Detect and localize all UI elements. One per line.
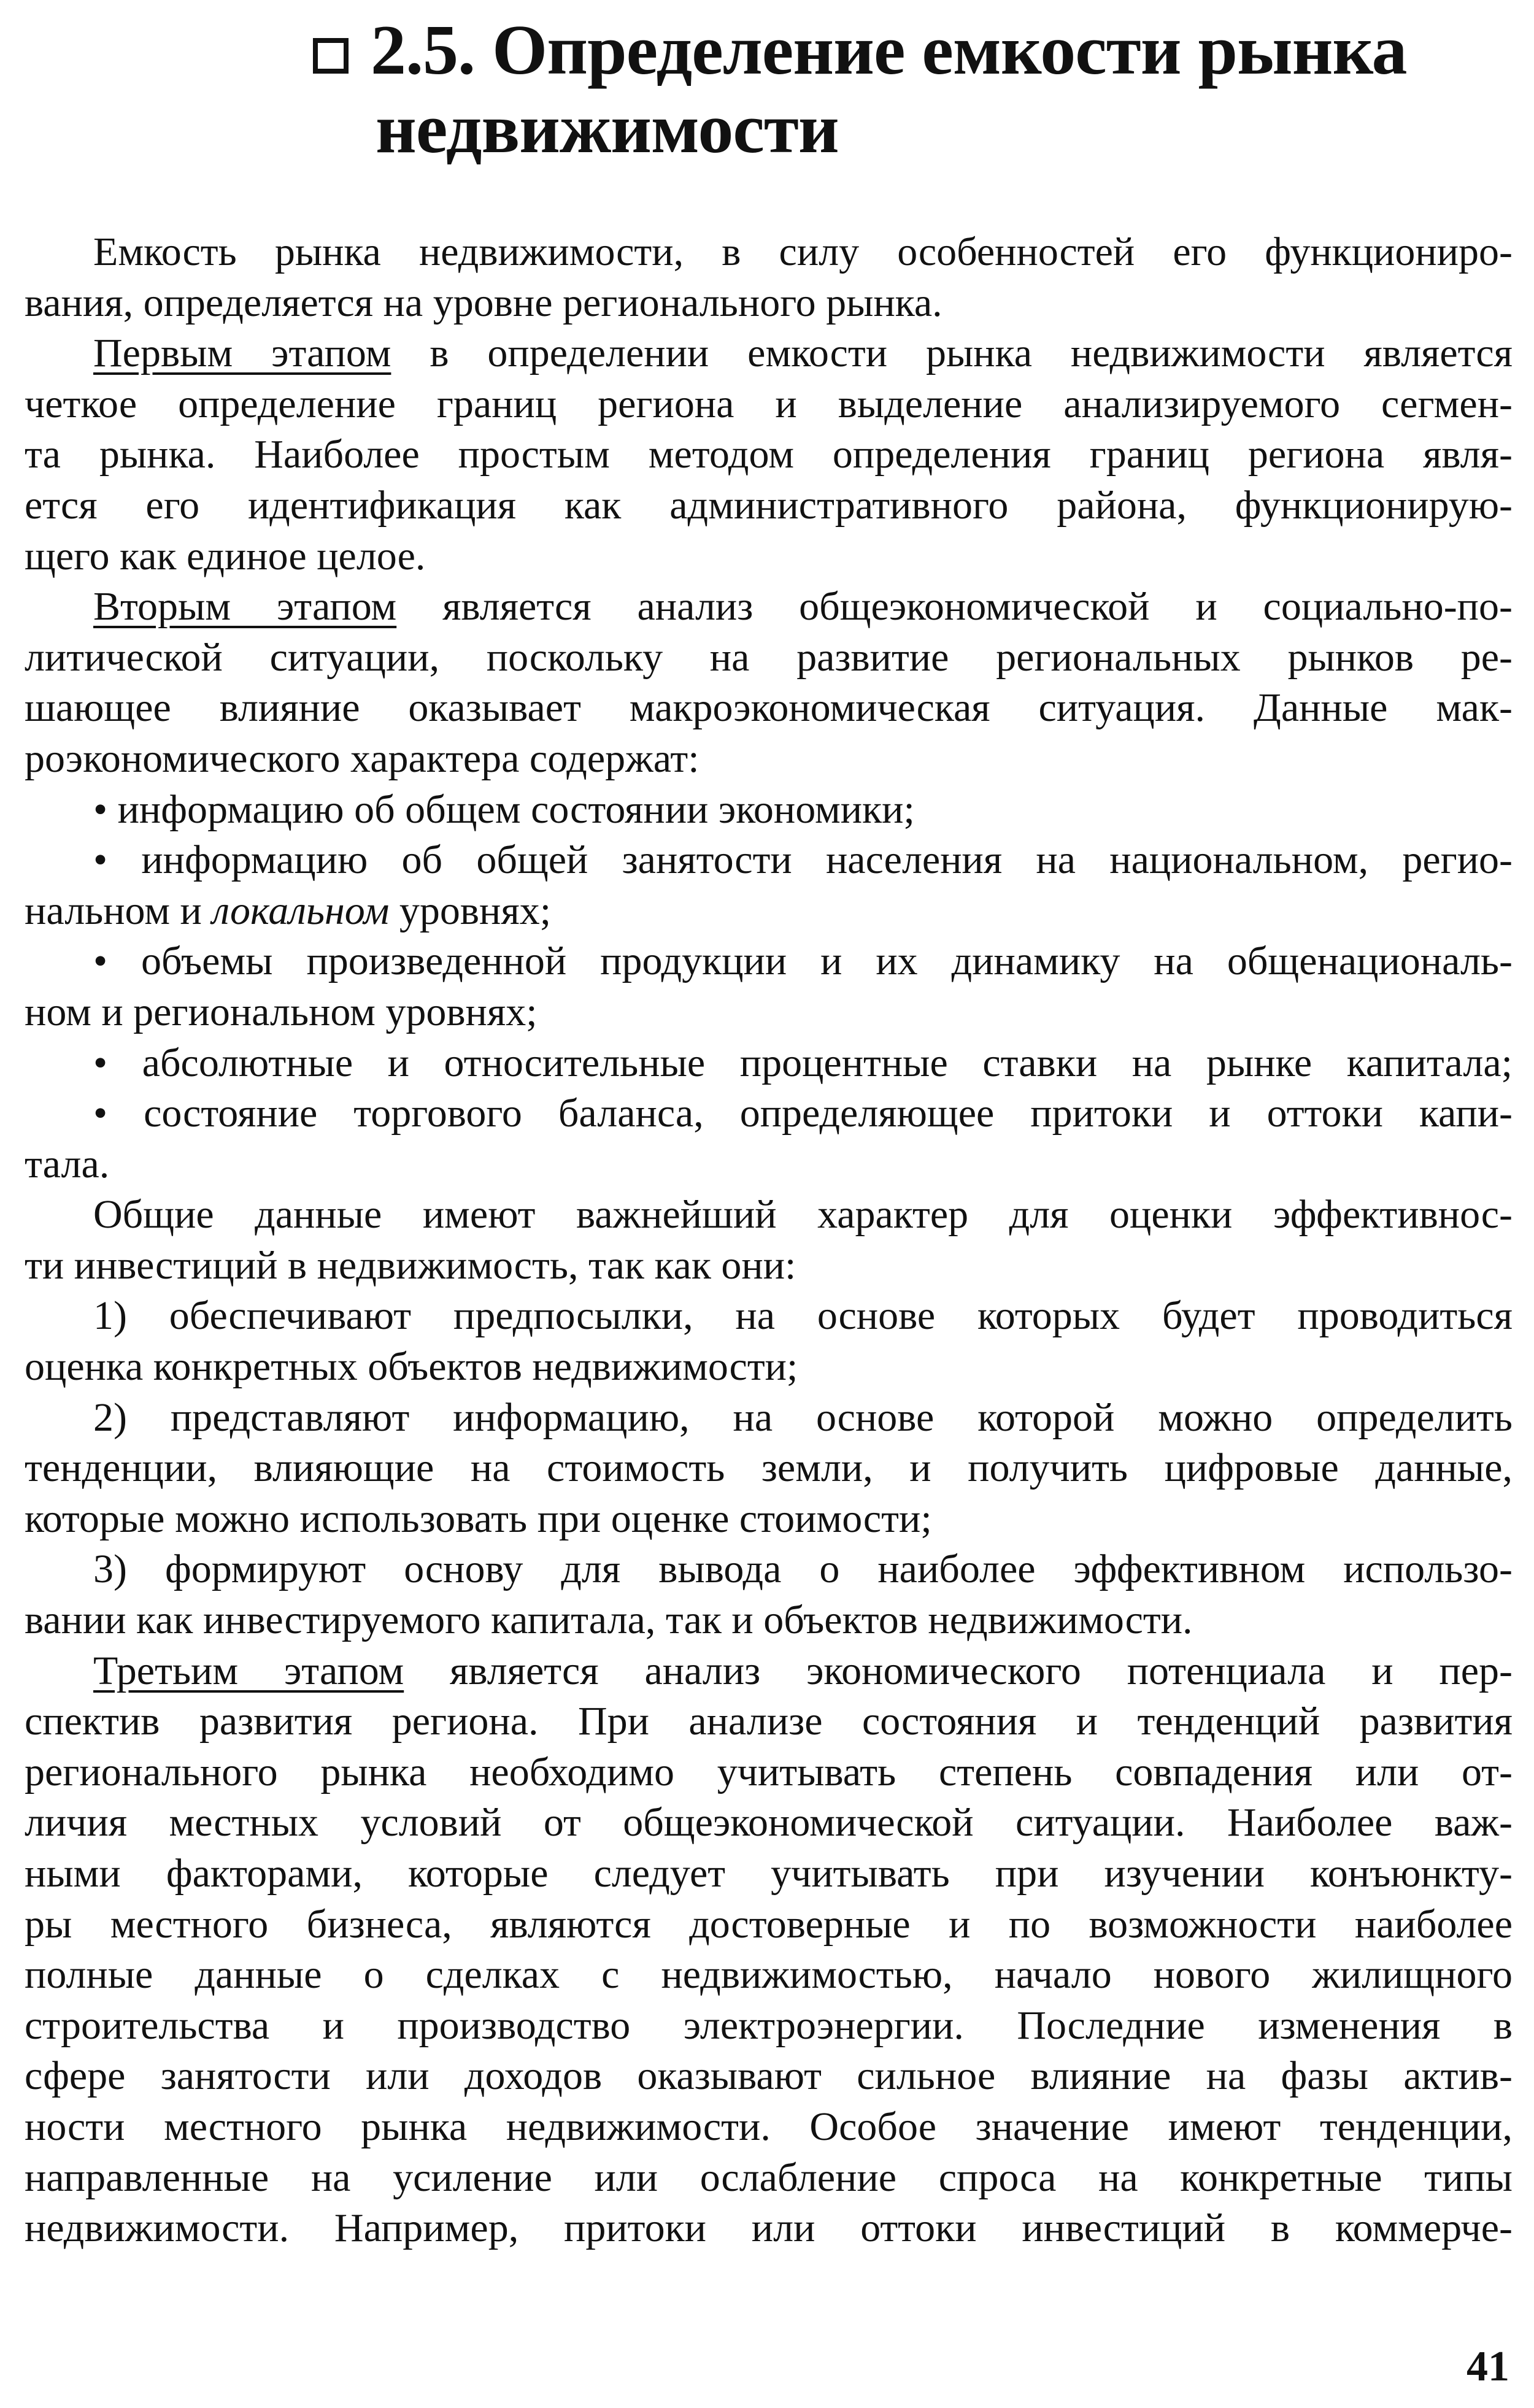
text-line: ности местного рынка недвижимости. Особое значение имеют тенденции,: [25, 2104, 1513, 2149]
text-line: недвижимости. Например, притоки или оттоки инвестиций в коммерче-: [25, 2206, 1513, 2251]
text-line: ти инвестиций в недвижимость, так как они:: [25, 1242, 796, 1288]
list-item: 2) представляют информацию, на основе которой можно определить: [93, 1394, 1513, 1440]
text-line: четкое определение границ региона и выделение анализируемого сегмен-: [25, 381, 1513, 426]
text-line: строительства и производство электроэнергии. Последние изменения в: [25, 2002, 1513, 2048]
list-item-continuation: оценка конкретных объектов недвижимости;: [25, 1344, 798, 1390]
body-text: [25, 227, 1513, 2254]
page-number: 41: [1467, 2343, 1509, 2390]
list-item: • состояние торгового баланса, определяющее притоки и оттоки капи-: [93, 1091, 1513, 1136]
paragraph-intro: [25, 227, 1513, 328]
list-item: • информацию об общем состоянии экономики;: [93, 787, 915, 832]
text-line: Емкость рынка недвижимости, в силу особенностей его функциониро-: [93, 229, 1513, 274]
list-item-continuation: тала.: [25, 1141, 110, 1187]
text-line: Вторым этапом является анализ общеэкономической и социально-по-: [93, 584, 1513, 629]
section-title-line-2: недвижимости: [376, 90, 839, 168]
text-line: роэкономического характера содержат:: [25, 736, 700, 781]
paragraph-second-stage: [25, 582, 1513, 784]
list-item: • абсолютные и относительные процентные ставки на рынке капитала;: [93, 1040, 1513, 1085]
section-heading-line-1: [313, 11, 1479, 90]
list-item-continuation: вании как инвестируемого капитала, так и объектов недвижимости.: [25, 1598, 1193, 1643]
text-line: вания, определяется на уровне регионального рынка.: [25, 280, 942, 325]
section-number: 2.5.: [371, 11, 475, 90]
text-line: та рынка. Наиболее простым методом определения границ региона явля-: [25, 432, 1513, 477]
text-line: ется его идентификация как административного района, функционирую-: [25, 482, 1513, 528]
text-line: ными факторами, которые следует учитывать при изучении конъюнкту-: [25, 1851, 1513, 1896]
bullet-list: [25, 785, 1513, 1190]
list-item-continuation: ном и региональном уровнях;: [25, 989, 538, 1034]
text-line: ры местного бизнеса, являются достоверные и по возможности наиболее: [25, 1901, 1513, 1947]
list-item-continuation: тенденции, влияющие на стоимость земли, и получить цифровые данные,: [25, 1445, 1513, 1491]
text-line: личия местных условий от общеэкономической ситуации. Наиболее важ-: [25, 1800, 1513, 1845]
section-heading: [313, 11, 1479, 168]
list-item: 3) формируют основу для вывода о наиболее эффективном использо-: [93, 1547, 1513, 1592]
text-line: полные данные о сделках с недвижимостью, начало нового жилищного: [25, 1952, 1513, 1998]
text-line: спектив развития региона. При анализе состояния и тенденций развития: [25, 1699, 1513, 1744]
stage-label-third: Третьим этапом: [93, 1648, 404, 1693]
text-line: сфере занятости или доходов оказывают сильное влияние на фазы актив-: [25, 2053, 1513, 2099]
paragraph-third-stage: [25, 1646, 1513, 2254]
section-title-line-1: Определение емкости рынка: [492, 11, 1407, 90]
text-line: литической ситуации, поскольку на развитие региональных рынков ре-: [25, 634, 1513, 680]
section-marker-box-icon: [313, 38, 349, 74]
text-line: Первым этапом в определении емкости рынка недвижимости является: [93, 331, 1513, 376]
list-item-continuation: которые можно использовать при оценке стоимости;: [25, 1496, 932, 1541]
text-line: Общие данные имеют важнейший характер для оценки эффективнос-: [93, 1192, 1513, 1237]
list-item: 1) обеспечивают предпосылки, на основе которых будет проводиться: [93, 1293, 1513, 1339]
paragraph-general-data: [25, 1190, 1513, 1291]
numbered-list: [25, 1291, 1513, 1645]
text-line: щего как единое целое.: [25, 533, 426, 579]
italic-word: локальном: [212, 888, 390, 933]
list-item-continuation: нальном и локальном уровнях;: [25, 888, 552, 933]
paragraph-first-stage: [25, 328, 1513, 582]
text-line: регионального рынка необходимо учитывать степень совпадения или от-: [25, 1749, 1513, 1794]
text-line: шающее влияние оказывает макроэкономическая ситуация. Данные мак-: [25, 685, 1513, 731]
stage-label-first: Первым этапом: [93, 331, 391, 376]
text-line: направленные на усиление или ослабление спроса на конкретные типы: [25, 2155, 1513, 2200]
text-line: Третьим этапом является анализ экономического потенциала и пер-: [93, 1648, 1513, 1693]
stage-label-second: Вторым этапом: [93, 584, 397, 629]
list-item: • информацию об общей занятости населения на национальном, регио-: [93, 837, 1513, 883]
list-item: • объемы произведенной продукции и их динамику на общенациональ-: [93, 939, 1513, 984]
